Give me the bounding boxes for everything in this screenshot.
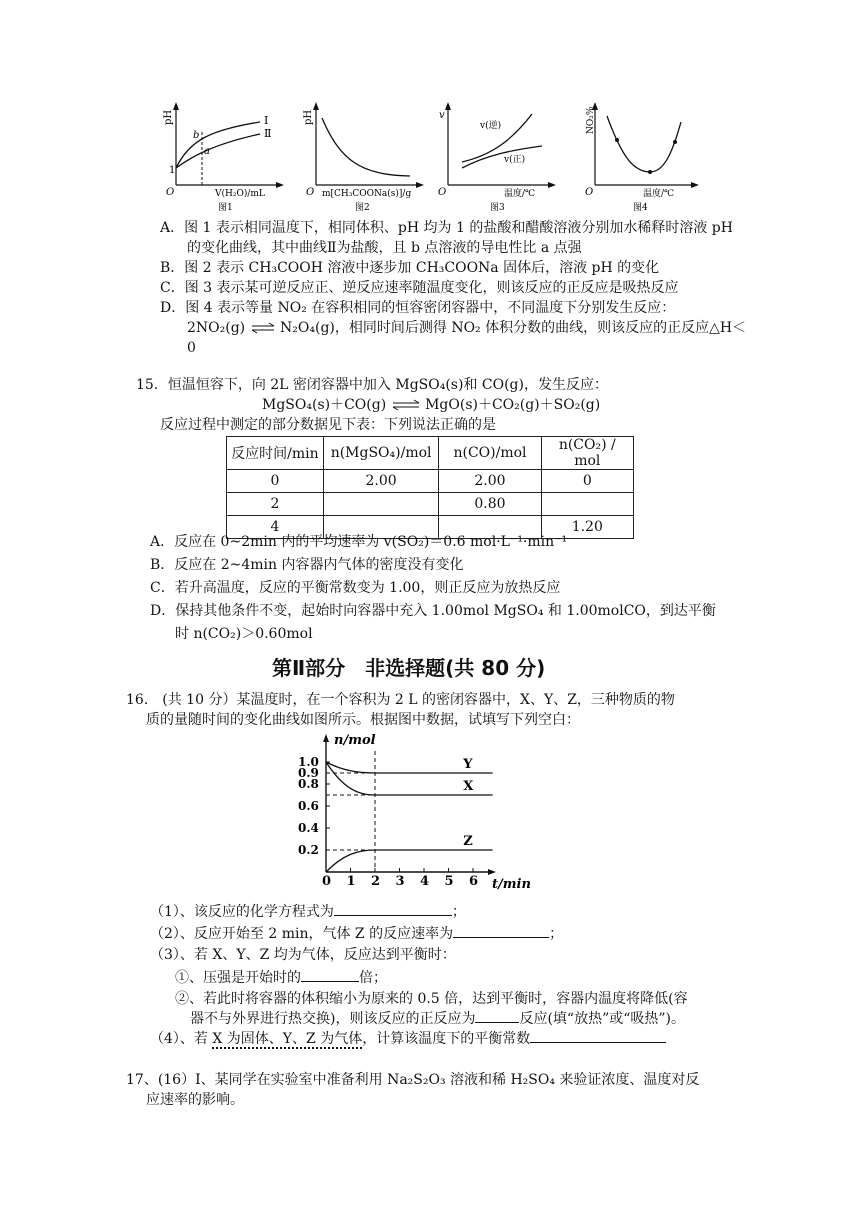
q16-chart-ylabel: n/mol	[334, 733, 376, 748]
q16-stem-line2: 质的量随时间的变化曲线如图所示。根据图中数据，试填写下列空白：	[146, 712, 580, 728]
q16-part2-end: ；	[549, 926, 564, 942]
q16-stem-line1: 16. (共 10 分）某温度时，在一个容积为 2 L 的密闭容器中，X、Y、Z，三种物质的物	[126, 692, 675, 708]
table-header-cell: n(CO₂) / mol	[541, 437, 633, 470]
table-row	[227, 470, 634, 493]
table-row	[227, 493, 634, 516]
table-cell: 1.20	[541, 516, 633, 539]
q16-part2-text: （2）、反应开始至 2 min，气体 Z 的反应速率为	[150, 926, 454, 942]
q14-option-d-line2	[187, 318, 746, 338]
table-cell: 2.00	[323, 470, 439, 493]
fig2-xlabel: m[CH₃COONa(s)]/g	[322, 189, 412, 199]
table-cell: 0	[541, 470, 633, 493]
answer-blank[interactable]	[530, 1028, 666, 1043]
q16-part4-prefix: （4）、若	[150, 1031, 208, 1047]
y-tick-label: 0.4	[298, 821, 319, 835]
q14-option-c: C．图 3 表示某可逆反应正、逆反应速率随温度变化，则该反应的正反应是吸热反应	[160, 280, 679, 296]
fig2-ylabel: pH	[303, 109, 314, 125]
fig1-caption: 图1	[218, 203, 233, 213]
q15-option-d-line1: D．保持其他条件不变，起始时向容器中充入 1.00mol MgSO₄ 和 1.00molCO，到达平衡	[150, 603, 716, 619]
table-cell: 2	[227, 493, 324, 516]
series-label: Z	[463, 834, 473, 849]
figure-3	[432, 100, 562, 215]
equilibrium-arrow-icon	[250, 322, 276, 334]
y-tick-label: 0.8	[298, 777, 319, 791]
fig3-ylabel: v	[439, 110, 445, 121]
table-cell	[541, 493, 633, 516]
q15-option-a: A．反应在 0~2min 内的平均速率为 v(SO₂)＝0.6 mol·L⁻¹·min⁻¹	[150, 534, 568, 550]
figure-1	[160, 100, 290, 215]
table-cell: 2.00	[439, 470, 541, 493]
q15-eq-left: MgSO₄(s)＋CO(g)	[262, 397, 387, 413]
table-cell: 0	[227, 470, 324, 493]
fig1-xlabel: V(H₂O)/mL	[215, 189, 265, 199]
answer-blank[interactable]	[453, 923, 549, 938]
fig1-origin: O	[166, 187, 175, 198]
fig1-point-a: a	[204, 146, 210, 157]
q14-d-rest: N₂O₄(g)，相同时间后测得 NO₂ 体积分数的曲线，则该反应的正反应△H＜	[280, 320, 747, 336]
table-header-cell: n(CO)/mol	[439, 437, 541, 470]
fig4-xlabel: 温度/℃	[643, 189, 675, 199]
fig3-rev: v(逆)	[480, 121, 502, 131]
q15-eq-right: MgO(s)＋CO₂(g)＋SO₂(g)	[425, 397, 601, 413]
fig1-point-b: b	[193, 130, 200, 141]
q16-chart-origin: 0	[322, 874, 332, 889]
q15-option-b: B．反应在 2~4min 内容器内气体的密度没有变化	[150, 557, 464, 573]
q16-part3-2-line1: ②、若此时将容器的体积缩小为原来的 0.5 倍，达到平衡时，容器内温度将降低(容	[175, 991, 688, 1007]
x-tick-label: 2	[371, 874, 381, 889]
q16-part1-end: ；	[451, 904, 466, 920]
q16-part4-text: ，计算该温度下的平衡常数	[362, 1031, 531, 1047]
fig3-caption: 图3	[490, 203, 505, 213]
table-cell	[323, 493, 439, 516]
fig3-fwd: v(正)	[504, 155, 526, 165]
answer-blank[interactable]	[301, 967, 359, 982]
y-tick-label: 0.2	[298, 843, 319, 857]
table-header-row	[227, 437, 634, 470]
q15-option-c: C．若升高温度，反应的平衡常数变为 1.00，则正反应为放热反应	[150, 580, 561, 596]
fig3-origin: O	[438, 187, 447, 198]
q16-part4-condition: X 为固体、Y、Z 为气体	[212, 1031, 363, 1047]
q17-line2: 应速率的影响。	[146, 1092, 244, 1108]
q16-part3-2-line2	[190, 1008, 685, 1029]
q15-stem: 15．恒温恒容下，向 2L 密闭容器中加入 MgSO₄(s)和 CO(g)，发生反应：	[136, 377, 608, 393]
q16-part4	[150, 1028, 666, 1049]
x-tick-label: 4	[420, 874, 430, 889]
q15-data-table	[226, 436, 634, 539]
q16-part3-1-text: ①、压强是开始时的	[175, 970, 301, 986]
answer-blank[interactable]	[334, 901, 452, 916]
q14-option-a-line2: 的变化曲线，其中曲线Ⅱ为盐酸，且 b 点溶液的导电性比 a 点强	[187, 240, 582, 256]
q14-option-b: B．图 2 表示 CH₃COOH 溶液中逐步加 CH₃COONa 固体后，溶液 pH 的变化	[160, 260, 660, 276]
q16-part3-1	[175, 967, 387, 988]
table-header-cell: 反应时间/min	[227, 437, 324, 470]
y-tick-label: 1.0	[298, 755, 319, 769]
q16-part2	[150, 923, 563, 944]
fig4-origin: O	[585, 187, 594, 198]
x-tick-label: 1	[346, 874, 356, 889]
fig2-caption: 图2	[355, 203, 370, 213]
part2-title: 第Ⅱ部分 非选择题(共 80 分)	[272, 656, 546, 680]
q15-intro: 反应过程中测定的部分数据见下表：下列说法正确的是	[160, 417, 496, 433]
fig2-origin: O	[306, 187, 315, 198]
q16-part3-2-end: 反应(填“放热”或“吸热”)。	[519, 1011, 686, 1027]
q16-part3-1-end: 倍；	[359, 970, 387, 986]
table-cell: 0.80	[439, 493, 541, 516]
series-label: Y	[463, 757, 473, 772]
q15-option-d-line2: 时 n(CO₂)＞0.60mol	[175, 626, 313, 642]
q16-part3-2-text: 器不与外界进行热交换)，则该反应的正反应为	[190, 1011, 476, 1027]
q16-part1	[150, 901, 466, 922]
x-tick-label: 6	[469, 874, 479, 889]
q15-equation	[262, 395, 600, 415]
q17-line1: 17、(16）Ⅰ、某同学在实验室中准备利用 Na₂S₂O₃ 溶液和稀 H₂SO₄ 来验证浓度、温度对反	[126, 1072, 700, 1088]
table-header-cell: n(MgSO₄)/mol	[323, 437, 439, 470]
q14-option-a-line1: A．图 1 表示相同温度下，相同体积、pH 均为 1 的盐酸和醋酸溶液分别加水稀释时溶液 pH	[160, 220, 733, 236]
fig1-one: 1	[169, 165, 176, 176]
q14-d-reactant: 2NO₂(g)	[187, 320, 246, 336]
series-label: X	[463, 779, 474, 794]
fig4-ylabel: NO₂%	[586, 106, 596, 134]
x-tick-label: 3	[395, 874, 405, 889]
q16-chart	[290, 730, 540, 892]
fig1-ylabel: pH	[163, 109, 174, 125]
fig4-caption: 图4	[633, 203, 648, 213]
figure-4	[575, 100, 705, 215]
q14-option-d-line1: D．图 4 表示等量 NO₂ 在容积相同的恒容密闭容器中，不同温度下分别发生反应：	[160, 300, 676, 316]
q16-chart-xlabel: t/min	[492, 877, 531, 892]
answer-blank[interactable]	[475, 1008, 519, 1023]
y-tick-label: 0.9	[298, 766, 319, 780]
equilibrium-arrow-icon	[391, 399, 421, 411]
y-tick-label: 0.6	[298, 799, 319, 813]
x-tick-label: 5	[444, 874, 454, 889]
q16-part3: （3）、若 X、Y、Z 均为气体，反应达到平衡时：	[150, 947, 456, 963]
fig1-curve-2: Ⅱ	[264, 127, 272, 140]
fig1-curve-1: Ⅰ	[264, 114, 269, 127]
q14-option-d-line3: 0	[187, 340, 196, 356]
table-cell: 4	[227, 516, 324, 539]
q16-part1-text: （1）、该反应的化学方程式为	[150, 904, 334, 920]
figure-2	[300, 100, 430, 215]
fig3-xlabel: 温度/℃	[504, 189, 536, 199]
